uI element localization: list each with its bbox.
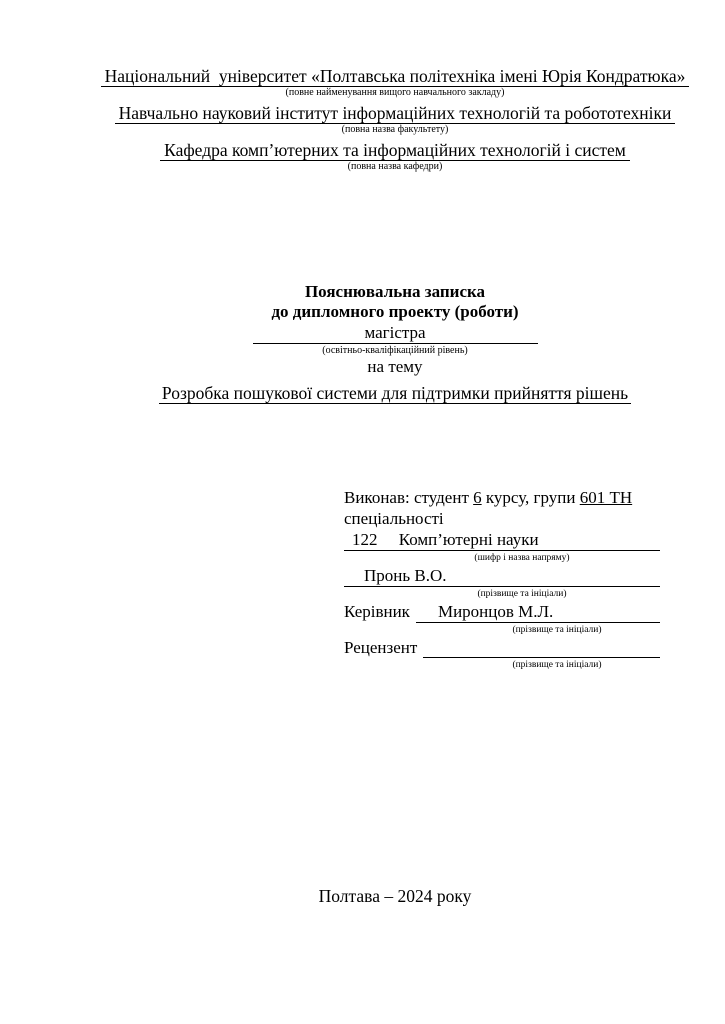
university-line: [97, 66, 693, 86]
student-caption: (прізвище та ініціали): [477, 589, 567, 599]
document-header: [97, 66, 693, 177]
page-content: [97, 0, 693, 1024]
degree-caption: (освітньо-кваліфікаційний рівень): [322, 345, 468, 356]
specialty-label: спеціальності: [344, 509, 444, 528]
reviewer-caption: (прізвище та ініціали): [512, 660, 602, 670]
department-name: Кафедра комп’ютерних та інформаційних технологій і систем: [160, 140, 630, 161]
course-number: 6: [473, 488, 482, 507]
degree-row: [97, 322, 693, 344]
degree-value: магістра: [253, 322, 538, 344]
title-line-1: Пояснювальна записка: [304, 282, 486, 301]
institute-line: [97, 103, 693, 123]
reviewer-row: [344, 637, 660, 658]
department-line: [97, 140, 693, 160]
theme-row: [97, 383, 693, 403]
student-name-line: Пронь В.О.: [344, 565, 660, 587]
supervisor-name-line: Миронцов М.Л.: [416, 601, 660, 623]
specialty-caption: (шифр і назва напряму): [474, 553, 570, 563]
theme-title: Розробка пошукової системи для підтримки прийняття рішень: [159, 383, 631, 404]
title-block: [97, 282, 693, 403]
city-year-line: Полтава – 2024 року: [318, 886, 472, 906]
specialty-line: 122 Комп’ютерні науки: [344, 529, 660, 551]
reviewer-label: Рецензент: [344, 638, 418, 657]
executor-prefix: Виконав: студент: [344, 488, 474, 507]
executor-line: [344, 487, 660, 508]
title-line-2: до дипломного проекту (роботи): [271, 302, 519, 321]
university-caption: (повне найменування вищого навчального закладу): [285, 87, 505, 98]
executor-middle: курсу, групи: [481, 488, 580, 507]
university-name: Національний університет «Полтавська політехніка імені Юрія Кондратюка»: [101, 66, 690, 87]
supervisor-label: Керівник: [344, 602, 410, 621]
supervisor-row: [344, 601, 660, 623]
supervisor-caption: (прізвище та ініціали): [512, 625, 602, 635]
institute-caption: (повна назва факультету): [341, 124, 449, 135]
group-number: 601 ТН: [579, 488, 633, 507]
theme-label: на тему: [367, 357, 423, 376]
institute-name: Навчально науковий інститут інформаційних технологій та робототехніки: [115, 103, 676, 124]
credentials-block: [344, 487, 660, 672]
department-caption: (повна назва кафедри): [347, 161, 443, 172]
reviewer-name-line: [423, 637, 660, 658]
